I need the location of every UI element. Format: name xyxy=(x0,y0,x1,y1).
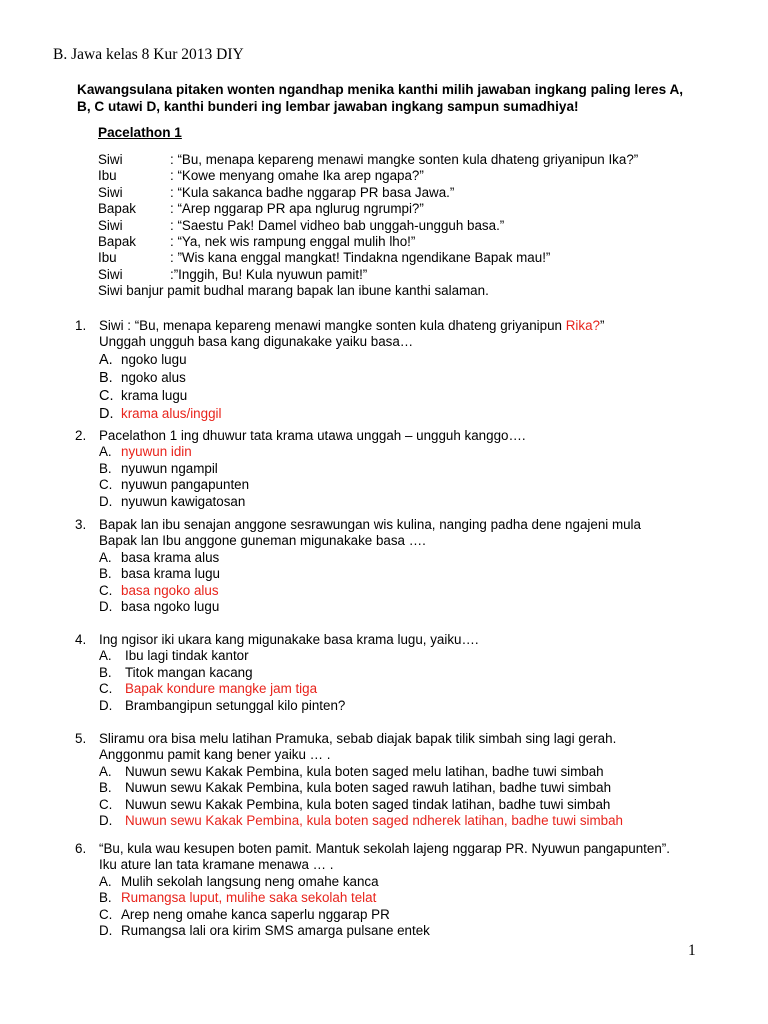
option-letter: C. xyxy=(99,477,113,493)
option-text: Nuwun sewu Kakak Pembina, kula boten saged melu latihan, badhe tuwi simbah xyxy=(125,763,604,779)
instruction-line: B, C utawi D, kanthi bunderi ing lembar jawaban ingkang sampun sumadhiya! xyxy=(77,99,579,114)
option-text: Ibu lagi tindak kantor xyxy=(125,648,249,664)
option-text: ngoko alus xyxy=(121,369,186,385)
option-letter: D. xyxy=(99,813,113,829)
option-a xyxy=(99,351,604,369)
instruction-line: Kawangsulana pitaken wonten ngandhap menika kanthi milih jawaban ingkang paling leres A, xyxy=(77,82,684,97)
option-letter: B. xyxy=(99,780,112,796)
option-a xyxy=(99,874,670,890)
option-a xyxy=(99,444,526,460)
option-text: basa krama lugu xyxy=(121,566,220,582)
question-stem: “Bu, kula wau kesupen boten pamit. Mantuk sekolah lajeng nggarap PR. Nyuwun pangapunten”. xyxy=(99,841,670,856)
dialog-speaker: Bapak xyxy=(98,234,136,250)
option-letter: D. xyxy=(99,923,113,939)
option-letter: A. xyxy=(99,763,112,779)
option-c xyxy=(99,797,623,813)
option-letter: B. xyxy=(99,664,112,680)
highlighted-word: Rika? xyxy=(565,318,600,333)
dialog-line xyxy=(98,267,638,283)
question-number: 3. xyxy=(75,517,87,532)
dialog-line xyxy=(98,152,638,168)
option-text: nyuwun ngampil xyxy=(121,460,218,476)
option-text: Mulih sekolah langsung neng omahe kanca xyxy=(121,873,379,889)
question-body xyxy=(99,841,670,939)
option-b xyxy=(99,780,623,796)
option-b xyxy=(99,369,604,387)
question-number: 2. xyxy=(75,428,87,443)
option-letter: B. xyxy=(99,890,112,906)
option-letter: C. xyxy=(99,387,114,404)
option-letter: C. xyxy=(99,582,113,598)
dialog-closing: Siwi banjur pamit budhal marang bapak lan ibune kanthi salaman. xyxy=(98,283,489,299)
option-letter: D. xyxy=(99,493,113,509)
option-letter: C. xyxy=(99,681,113,697)
option-letter: D. xyxy=(99,697,113,713)
option-letter: D. xyxy=(99,599,113,615)
dialog-speaker: Siwi xyxy=(98,184,123,200)
question-text: Siwi : “Bu, menapa kepareng menawi mangke sonten kula dhateng griyanipun xyxy=(99,318,566,333)
question-number: 6. xyxy=(75,841,87,856)
option-c xyxy=(99,583,641,599)
option-d xyxy=(99,494,526,510)
document-header: B. Jawa kelas 8 Kur 2013 DIY xyxy=(53,46,244,63)
dialog-line xyxy=(98,250,638,266)
option-letter: A. xyxy=(99,549,112,565)
option-c xyxy=(99,681,479,697)
option-text: Brambangipun setunggal kilo pinten? xyxy=(125,697,346,713)
option-text: Titok mangan kacang xyxy=(125,664,253,680)
option-letter: B. xyxy=(99,566,112,582)
option-c xyxy=(99,387,604,405)
question-stem: Ing ngisor iki ukara kang migunakake basa krama lugu, yaiku…. xyxy=(99,632,479,647)
dialog-line xyxy=(98,218,638,234)
dialog-utterance: : ”Wis kana enggal mangkat! Tindakna ngendikane Bapak mau!” xyxy=(170,250,551,266)
dialog-speaker: Ibu xyxy=(98,250,117,266)
option-b xyxy=(99,461,526,477)
question-stem: Pacelathon 1 ing dhuwur tata krama utawa unggah – ungguh kanggo…. xyxy=(99,428,526,443)
option-text: Nuwun sewu Kakak Pembina, kula boten saged tindak latihan, badhe tuwi simbah xyxy=(125,796,611,812)
instruction xyxy=(77,81,717,115)
question-stem: Sliramu ora bisa melu latihan Pramuka, sebab diajak bapak tilik simbah sing lagi gerah. xyxy=(99,731,617,746)
option-text-answer: basa ngoko alus xyxy=(121,582,219,598)
dialog-line xyxy=(98,185,638,201)
option-a xyxy=(99,648,479,664)
option-d xyxy=(99,405,604,423)
option-letter: A. xyxy=(99,444,112,460)
option-d xyxy=(99,698,479,714)
option-letter: A. xyxy=(99,648,112,664)
question-stem: Bapak lan ibu senajan anggone sesrawungan wis kulina, nanging padha dene ngajeni mula xyxy=(99,517,641,532)
option-d xyxy=(99,599,641,615)
option-a xyxy=(99,764,623,780)
option-text-answer: nyuwun idin xyxy=(121,444,192,460)
option-a xyxy=(99,550,641,566)
option-text-answer: krama alus/inggil xyxy=(121,405,222,421)
option-text: Nuwun sewu Kakak Pembina, kula boten saged rawuh latihan, badhe tuwi simbah xyxy=(125,780,612,796)
option-c xyxy=(99,907,670,923)
dialog-utterance: : “Arep nggarap PR apa nglurug ngrumpi?” xyxy=(170,201,424,217)
option-letter: C. xyxy=(99,906,113,922)
question-text: ” xyxy=(599,318,605,333)
option-letter: A. xyxy=(99,873,112,889)
dialog-speaker: Bapak xyxy=(98,201,136,217)
dialog-utterance: : “Kowe menyang omahe Ika arep ngapa?” xyxy=(170,168,424,184)
dialog-utterance: : “Kula sakanca badhe nggarap PR basa Jawa.” xyxy=(170,184,455,200)
question-number: 4. xyxy=(75,632,87,647)
dialog-speaker: Siwi xyxy=(98,152,123,167)
option-b xyxy=(99,665,479,681)
option-text: nyuwun kawigatosan xyxy=(121,493,246,509)
option-text: krama lugu xyxy=(121,387,188,403)
option-text: Rumangsa lali ora kirim SMS amarga pulsane entek xyxy=(121,923,430,939)
option-letter: B. xyxy=(99,460,112,476)
question-body xyxy=(99,517,641,615)
option-text: Arep neng omahe kanca saperlu nggarap PR xyxy=(121,906,390,922)
question-number: 5. xyxy=(75,731,87,746)
option-text-answer: Rumangsa luput, mulihe saka sekolah telat xyxy=(121,890,377,906)
question-stem: Bapak lan Ibu anggone guneman migunakake basa …. xyxy=(99,533,426,549)
dialog-speaker: Siwi xyxy=(98,217,123,233)
question-body xyxy=(99,632,479,714)
question-body xyxy=(99,318,604,423)
option-b xyxy=(99,890,670,906)
option-d xyxy=(99,813,623,829)
option-letter: B. xyxy=(99,369,113,386)
question-stem: Anggonmu pamit kang bener yaiku … . xyxy=(99,747,331,763)
option-c xyxy=(99,477,526,493)
option-text: nyuwun pangapunten xyxy=(121,477,250,493)
dialog-utterance: : “Ya, nek wis rampung enggal mulih lho!” xyxy=(170,234,416,250)
question-body xyxy=(99,428,526,510)
option-text: ngoko lugu xyxy=(121,351,187,367)
option-letter: A. xyxy=(99,351,113,368)
question-stem xyxy=(99,318,604,334)
option-letter: D. xyxy=(99,405,114,422)
dialog xyxy=(98,152,638,300)
question-number: 1. xyxy=(75,318,87,333)
dialog-line xyxy=(98,201,638,217)
dialog-title: Pacelathon 1 xyxy=(98,125,182,140)
option-letter: C. xyxy=(99,796,113,812)
dialog-line xyxy=(98,168,638,184)
option-b xyxy=(99,566,641,582)
dialog-utterance: : “Saestu Pak! Damel vidheo bab unggah-ungguh basa.” xyxy=(170,217,505,233)
option-text: basa krama alus xyxy=(121,549,220,565)
option-text-answer: Bapak kondure mangke jam tiga xyxy=(125,681,318,697)
option-text: basa ngoko lugu xyxy=(121,599,220,615)
dialog-line xyxy=(98,234,638,250)
dialog-speaker: Ibu xyxy=(98,168,117,184)
option-text-answer: Nuwun sewu Kakak Pembina, kula boten saged ndherek latihan, badhe tuwi simbah xyxy=(125,813,623,829)
dialog-speaker: Siwi xyxy=(98,266,123,282)
option-d xyxy=(99,923,670,939)
question-body xyxy=(99,731,623,829)
question-stem: Iku ature lan tata kramane menawa … . xyxy=(99,857,334,873)
dialog-utterance: :”Inggih, Bu! Kula nyuwun pamit!” xyxy=(170,266,368,282)
page-number: 1 xyxy=(688,942,696,959)
question-stem: Unggah ungguh basa kang digunakake yaiku basa… xyxy=(99,334,414,350)
dialog-utterance: : “Bu, menapa kepareng menawi mangke sonten kula dhateng griyanipun Ika?” xyxy=(170,152,639,167)
